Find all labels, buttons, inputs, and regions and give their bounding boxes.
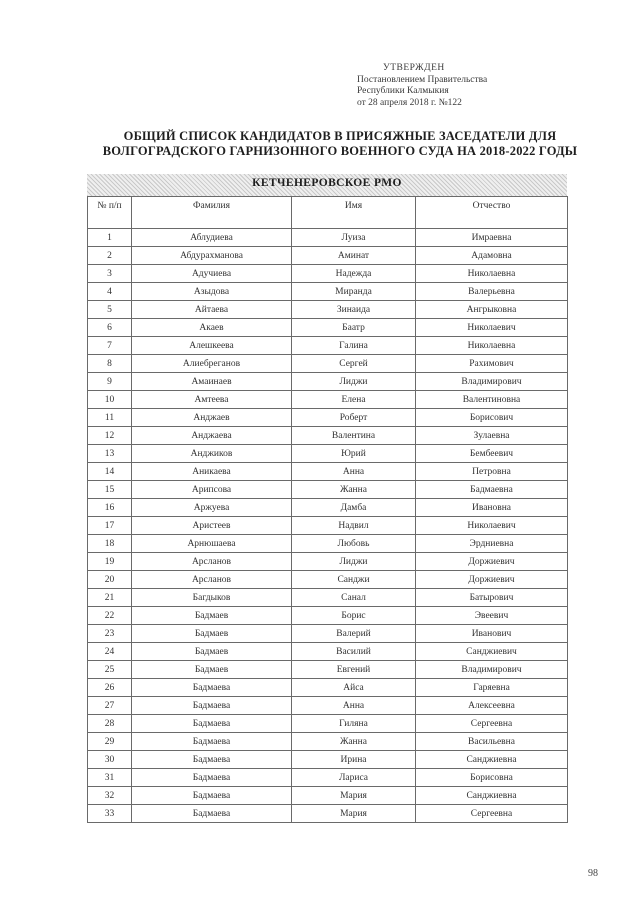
surname-cell: Бадмаев (132, 607, 292, 625)
name-cell: Анна (292, 463, 416, 481)
surname-cell: Бадмаев (132, 643, 292, 661)
row-number: 5 (88, 301, 132, 319)
patronymic-cell: Петровна (416, 463, 568, 481)
name-cell: Борис (292, 607, 416, 625)
table-row (88, 373, 568, 391)
patronymic-cell: Николаевна (416, 265, 568, 283)
row-number: 26 (88, 679, 132, 697)
name-cell: Луиза (292, 229, 416, 247)
row-number: 22 (88, 607, 132, 625)
name-cell: Надвил (292, 517, 416, 535)
patronymic-cell: Санджиевна (416, 787, 568, 805)
surname-cell: Алешкеева (132, 337, 292, 355)
patronymic-cell: Адамовна (416, 247, 568, 265)
table-row (88, 643, 568, 661)
row-number: 1 (88, 229, 132, 247)
surname-cell: Акаев (132, 319, 292, 337)
surname-cell: Арсланов (132, 571, 292, 589)
name-cell: Елена (292, 391, 416, 409)
surname-cell: Арипсова (132, 481, 292, 499)
patronymic-cell: Владимирович (416, 373, 568, 391)
name-cell: Зинаида (292, 301, 416, 319)
table-row (88, 733, 568, 751)
row-number: 2 (88, 247, 132, 265)
table-row (88, 697, 568, 715)
row-number: 12 (88, 427, 132, 445)
patronymic-cell: Санджиевна (416, 751, 568, 769)
surname-cell: Бадмаева (132, 733, 292, 751)
column-header-surname: Фамилия (132, 197, 292, 229)
patronymic-cell: Иванович (416, 625, 568, 643)
document-title (60, 129, 620, 159)
column-header-number: № п/п (88, 197, 132, 229)
name-cell: Мария (292, 805, 416, 823)
surname-cell: Бадмаев (132, 661, 292, 679)
patronymic-cell: Николаевич (416, 517, 568, 535)
table-row (88, 553, 568, 571)
table-row (88, 283, 568, 301)
name-cell: Евгений (292, 661, 416, 679)
row-number: 13 (88, 445, 132, 463)
patronymic-cell: Сергеевна (416, 805, 568, 823)
patronymic-cell: Алексеевна (416, 697, 568, 715)
surname-cell: Аникаева (132, 463, 292, 481)
table-row (88, 481, 568, 499)
table-row (88, 355, 568, 373)
row-number: 25 (88, 661, 132, 679)
row-number: 29 (88, 733, 132, 751)
table-row (88, 589, 568, 607)
column-header-name: Имя (292, 197, 416, 229)
surname-cell: Бадмаева (132, 805, 292, 823)
surname-cell: Анджаев (132, 409, 292, 427)
row-number: 27 (88, 697, 132, 715)
patronymic-cell: Доржиевич (416, 553, 568, 571)
row-number: 19 (88, 553, 132, 571)
patronymic-cell: Сергеевна (416, 715, 568, 733)
table-row (88, 715, 568, 733)
row-number: 4 (88, 283, 132, 301)
table-row (88, 301, 568, 319)
surname-cell: Багдыков (132, 589, 292, 607)
name-cell: Ирина (292, 751, 416, 769)
name-cell: Айса (292, 679, 416, 697)
table-row (88, 319, 568, 337)
row-number: 24 (88, 643, 132, 661)
name-cell: Валентина (292, 427, 416, 445)
row-number: 11 (88, 409, 132, 427)
surname-cell: Бадмаева (132, 697, 292, 715)
surname-cell: Айтаева (132, 301, 292, 319)
name-cell: Роберт (292, 409, 416, 427)
row-number: 17 (88, 517, 132, 535)
patronymic-cell: Владимирович (416, 661, 568, 679)
name-cell: Галина (292, 337, 416, 355)
patronymic-cell: Борисовна (416, 769, 568, 787)
name-cell: Мария (292, 787, 416, 805)
table-row (88, 661, 568, 679)
row-number: 15 (88, 481, 132, 499)
surname-cell: Арнюшаева (132, 535, 292, 553)
name-cell: Миранда (292, 283, 416, 301)
name-cell: Анна (292, 697, 416, 715)
table-row (88, 535, 568, 553)
row-number: 18 (88, 535, 132, 553)
patronymic-cell: Эрдниевна (416, 535, 568, 553)
name-cell: Надежда (292, 265, 416, 283)
surname-cell: Анджаева (132, 427, 292, 445)
row-number: 28 (88, 715, 132, 733)
table-row (88, 787, 568, 805)
row-number: 23 (88, 625, 132, 643)
row-number: 21 (88, 589, 132, 607)
title-line-2: ВОЛГОГРАДСКОГО ГАРНИЗОННОГО ВОЕННОГО СУДА НА 2018-2022 ГОДЫ (102, 144, 578, 158)
table-row (88, 265, 568, 283)
row-number: 20 (88, 571, 132, 589)
patronymic-cell: Васильевна (416, 733, 568, 751)
surname-cell: Алиебреганов (132, 355, 292, 373)
approval-line-3: от 28 апреля 2018 г. №122 (357, 97, 462, 108)
patronymic-cell: Доржиевич (416, 571, 568, 589)
table-row (88, 625, 568, 643)
row-number: 8 (88, 355, 132, 373)
column-header-patronymic: Отчество (416, 197, 568, 229)
name-cell: Сергей (292, 355, 416, 373)
approval-heading: УТВЕРЖДЕН (383, 63, 445, 73)
row-number: 33 (88, 805, 132, 823)
table-row (88, 247, 568, 265)
table-row (88, 679, 568, 697)
table-row (88, 499, 568, 517)
name-cell: Юрий (292, 445, 416, 463)
surname-cell: Абдурахманова (132, 247, 292, 265)
patronymic-cell: Батырович (416, 589, 568, 607)
surname-cell: Амтеева (132, 391, 292, 409)
approval-line-1: Постановлением Правительства (357, 74, 488, 85)
table-row (88, 571, 568, 589)
name-cell: Валерий (292, 625, 416, 643)
row-number: 30 (88, 751, 132, 769)
name-cell: Санджи (292, 571, 416, 589)
patronymic-cell: Борисович (416, 409, 568, 427)
surname-cell: Бадмаева (132, 715, 292, 733)
table-row (88, 427, 568, 445)
patronymic-cell: Ивановна (416, 499, 568, 517)
surname-cell: Бадмаев (132, 625, 292, 643)
patronymic-cell: Санджиевич (416, 643, 568, 661)
surname-cell: Бадмаева (132, 769, 292, 787)
surname-cell: Аржуева (132, 499, 292, 517)
candidates-table (87, 196, 568, 823)
patronymic-cell: Зулаевна (416, 427, 568, 445)
row-number: 7 (88, 337, 132, 355)
patronymic-cell: Ангрыковна (416, 301, 568, 319)
title-line-1: ОБЩИЙ СПИСОК КАНДИДАТОВ В ПРИСЯЖНЫЕ ЗАСЕДАТЕЛИ ДЛЯ (123, 129, 557, 143)
patronymic-cell: Валентиновна (416, 391, 568, 409)
name-cell: Жанна (292, 733, 416, 751)
table-row (88, 229, 568, 247)
table-row (88, 805, 568, 823)
surname-cell: Арсланов (132, 553, 292, 571)
surname-cell: Аблудиева (132, 229, 292, 247)
surname-cell: Анджиков (132, 445, 292, 463)
table-row (88, 607, 568, 625)
approval-stamp (357, 63, 597, 109)
row-number: 9 (88, 373, 132, 391)
table-body (88, 229, 568, 823)
patronymic-cell: Бадмаевна (416, 481, 568, 499)
name-cell: Лиджи (292, 373, 416, 391)
table-row (88, 391, 568, 409)
name-cell: Дамба (292, 499, 416, 517)
patronymic-cell: Эвеевич (416, 607, 568, 625)
table-row (88, 445, 568, 463)
surname-cell: Бадмаева (132, 787, 292, 805)
patronymic-cell: Гаряевна (416, 679, 568, 697)
row-number: 14 (88, 463, 132, 481)
surname-cell: Бадмаева (132, 751, 292, 769)
page-number: 98 (588, 868, 598, 879)
surname-cell: Бадмаева (132, 679, 292, 697)
name-cell: Лариса (292, 769, 416, 787)
row-number: 31 (88, 769, 132, 787)
row-number: 3 (88, 265, 132, 283)
table-row (88, 517, 568, 535)
name-cell: Аминат (292, 247, 416, 265)
name-cell: Жанна (292, 481, 416, 499)
surname-cell: Амаинаев (132, 373, 292, 391)
name-cell: Василий (292, 643, 416, 661)
patronymic-cell: Николаевич (416, 319, 568, 337)
row-number: 16 (88, 499, 132, 517)
name-cell: Гиляна (292, 715, 416, 733)
name-cell: Баатр (292, 319, 416, 337)
surname-cell: Аристеев (132, 517, 292, 535)
row-number: 10 (88, 391, 132, 409)
patronymic-cell: Бембеевич (416, 445, 568, 463)
surname-cell: Адучиева (132, 265, 292, 283)
table-row (88, 769, 568, 787)
district-name: КЕТЧЕНЕРОВСКОЕ РМО (252, 177, 402, 189)
patronymic-cell: Валерьевна (416, 283, 568, 301)
table-header-row (88, 197, 568, 229)
name-cell: Любовь (292, 535, 416, 553)
patronymic-cell: Рахимович (416, 355, 568, 373)
table-row (88, 463, 568, 481)
patronymic-cell: Имраевна (416, 229, 568, 247)
row-number: 6 (88, 319, 132, 337)
patronymic-cell: Николаевна (416, 337, 568, 355)
name-cell: Лиджи (292, 553, 416, 571)
surname-cell: Азыдова (132, 283, 292, 301)
table-row (88, 337, 568, 355)
approval-line-2: Республики Калмыкия (357, 86, 449, 96)
row-number: 32 (88, 787, 132, 805)
table-row (88, 751, 568, 769)
table-row (88, 409, 568, 427)
name-cell: Санал (292, 589, 416, 607)
